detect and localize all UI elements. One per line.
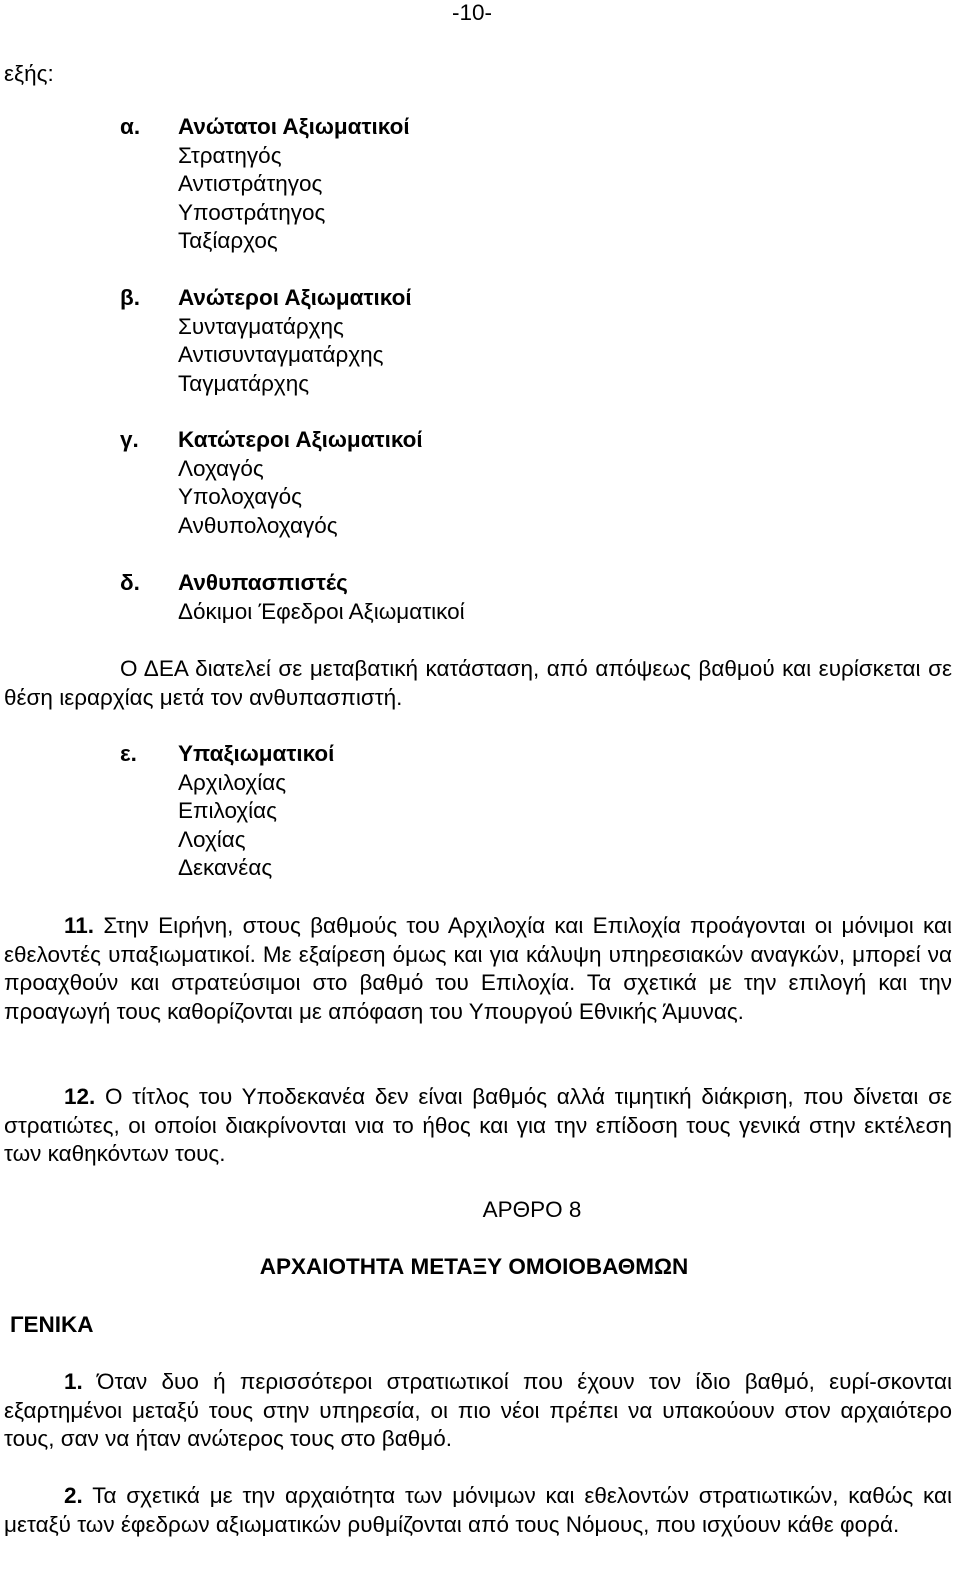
paragraph-number: 2. [64, 1483, 83, 1508]
rank-item: Δεκανέας [178, 855, 273, 880]
article-title: ΑΡΧΑΙΟΤΗΤΑ ΜΕΤΑΞΥ ΟΜΟΙΟΒΑΘΜΩΝ [259, 1254, 689, 1279]
rank-item: Ταγματάρχης [178, 370, 310, 396]
article-label: ΑΡΘΡΟ 8 [482, 1197, 582, 1222]
rank-group-letter: ε. [120, 741, 137, 766]
rank-item: Επιλοχίας [178, 798, 278, 823]
rank-group-letter: β. [120, 285, 140, 310]
rank-item: Αντιστράτηγος [178, 171, 323, 196]
rank-item: Αντισυνταγματάρχης [178, 342, 384, 367]
rank-item: Αρχιλοχίας [178, 769, 287, 795]
paragraph-12 [4, 1083, 952, 1169]
rank-group-title: Ανθυπασπιστές [178, 570, 348, 595]
paragraph-11 [4, 912, 952, 1026]
paragraph-2 [4, 1482, 952, 1539]
rank-group-letter: γ. [120, 427, 139, 452]
paragraph-text: Όταν δυο ή περισσότεροι στρατιωτικοί που έχουν τον ίδιο βαθμό, ευρί-σκονται εξαρτημένοι μεταξύ τους στην υπηρεσία, οι πιο νέοι πρέπει να υπακούουν στον αρχαιότερο τους, σαν να ήταν ανώτερος τους στο βαθμό. [4, 1369, 952, 1452]
rank-group-a [120, 113, 920, 256]
rank-group-title: Υπαξιωματικοί [178, 741, 335, 766]
rank-group-title: Ανώτατοι Αξιωματικοί [178, 114, 410, 139]
paragraph-number: 12. [64, 1084, 96, 1109]
rank-item: Δόκιμοι Έφεδροι Αξιωματικοί [178, 598, 465, 624]
rank-item: Λοχίας [178, 826, 246, 852]
rank-item: Ταξίαρχος [178, 228, 278, 253]
rank-group-b [120, 284, 920, 398]
dea-note-text: Ο ΔΕΑ διατελεί σε μεταβατική κατάσταση, από απόψεως βαθμού και ευρίσκεται σε θέση ιεραρχίας μετά τον ανθυπασπιστή. [4, 656, 952, 710]
rank-item: Στρατηγός [178, 142, 282, 168]
paragraph-text: Τα σχετικά με την αρχαιότητα των μόνιμων και εθελοντών στρατιωτικών, καθώς και μεταξύ των έφεδρων αξιωματικών ρυθμίζονται από τους Νόμους, που ισχύουν κάθε φορά. [4, 1483, 952, 1537]
rank-group-letter: α. [120, 114, 141, 139]
rank-group-e [120, 740, 920, 883]
page-number: -10- [451, 0, 492, 25]
rank-item: Λοχαγός [178, 455, 264, 481]
paragraph-number: 11. [64, 913, 95, 938]
paragraph-text: Ο τίτλος του Υποδεκανέα δεν είναι βαθμός αλλά τιμητική διάκριση, που δίνεται σε στρατιώτες, οι οποίοι διακρίνονται νια το ήθος και για την επίδοση τους γενικά στην εκτέλεση των καθηκόντων τους. [4, 1084, 952, 1167]
rank-item: Συνταγματάρχης [178, 313, 344, 339]
rank-group-c [120, 426, 920, 540]
section-heading: ΓΕΝΙΚΑ [10, 1312, 94, 1337]
rank-group-title: Κατώτεροι Αξιωματικοί [178, 427, 423, 452]
paragraph-text: Στην Ειρήνη, στους βαθμούς του Αρχιλοχία και Επιλοχία προάγονται οι μόνιμοι και εθελοντές υπαξιωματικοί. Με εξαίρεση όμως και για κάλυψη υπηρεσιακών αναγκών, μπορεί να προαχθούν και στρατεύσιμοι στο βαθμό του Επιλοχία. Τα σχετικά με την επιλογή και την προαγωγή τους καθορίζονται με απόφαση του Υπουργού Εθνικής Άμυνας. [4, 913, 952, 1024]
intro-text: εξής: [4, 61, 54, 86]
paragraph-number: 1. [64, 1369, 83, 1394]
dea-note [4, 655, 952, 712]
rank-group-d [120, 569, 920, 626]
paragraph-1 [4, 1368, 952, 1454]
rank-item: Ανθυπολοχαγός [178, 512, 338, 538]
rank-item: Υποστράτηγος [178, 199, 326, 225]
rank-group-letter: δ. [120, 570, 140, 595]
rank-group-title: Ανώτεροι Αξιωματικοί [178, 285, 412, 310]
rank-item: Υπολοχαγός [178, 484, 302, 509]
